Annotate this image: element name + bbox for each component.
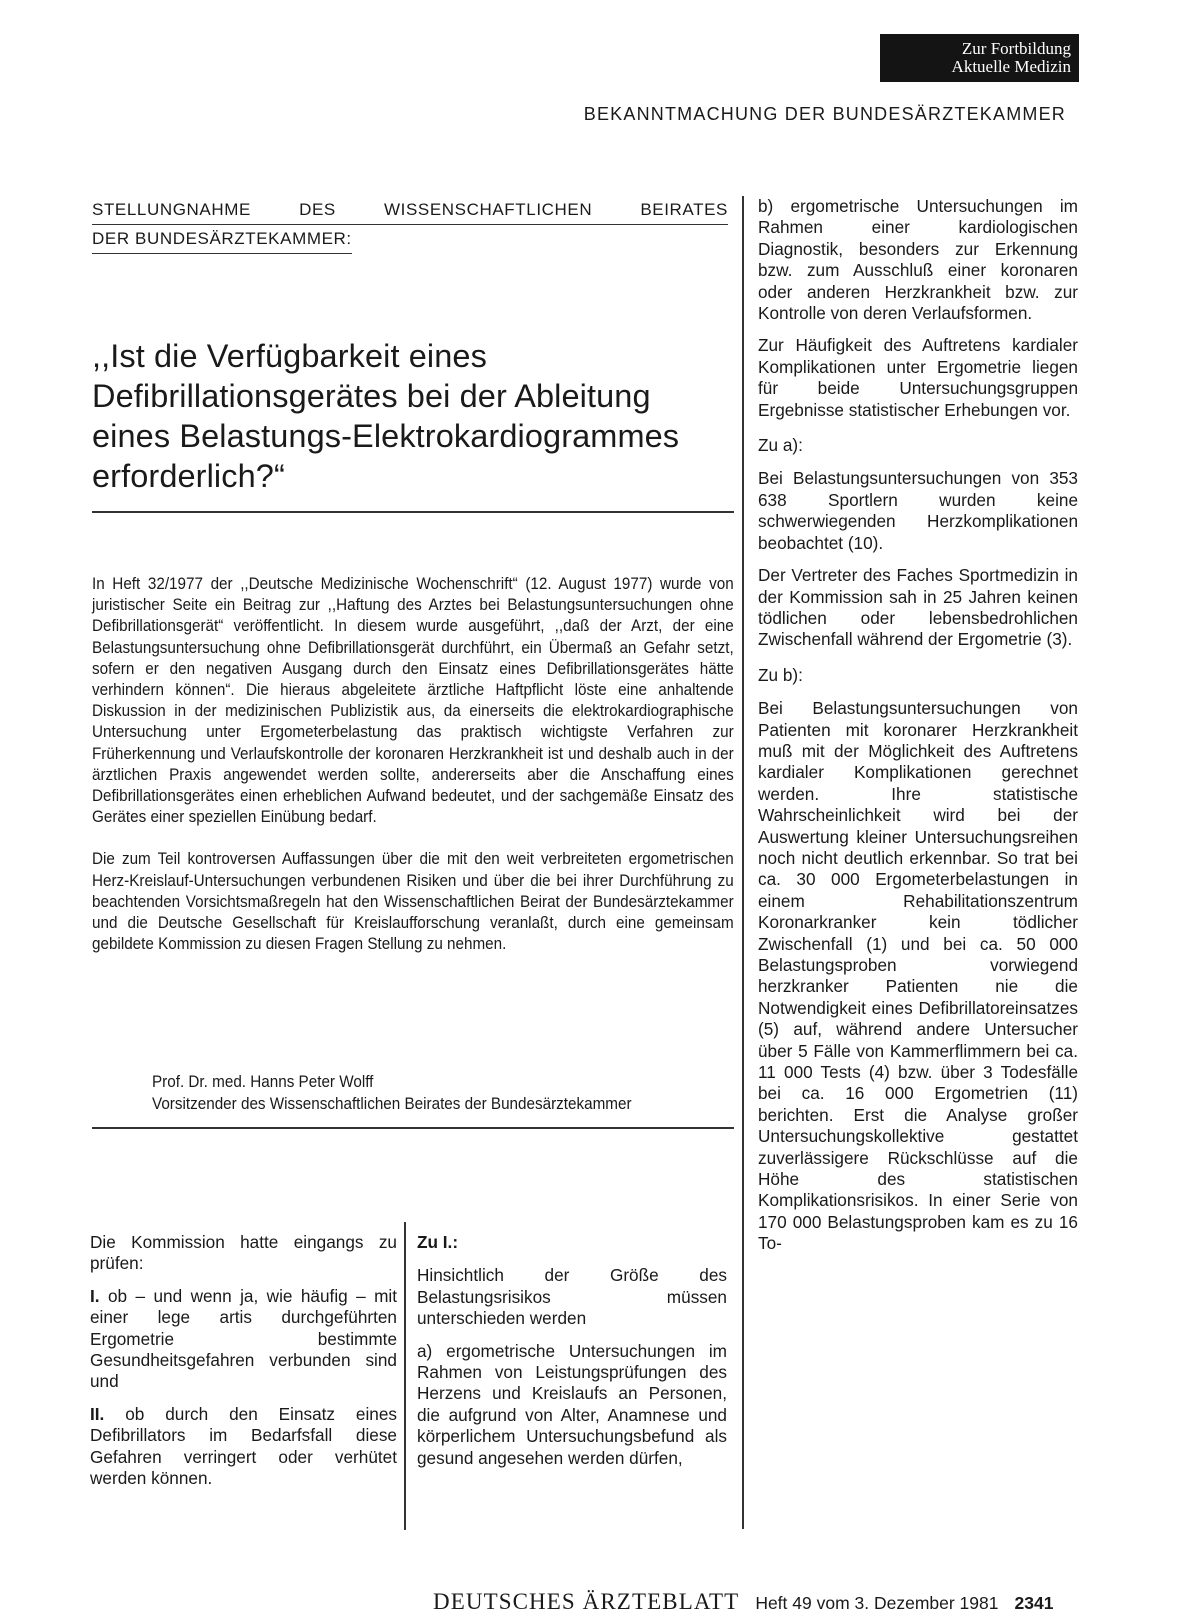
section-badge-line1: Zur Fortbildung xyxy=(961,39,1071,58)
statement-line-1 xyxy=(92,196,728,225)
column-paragraph: Der Vertreter des Faches Sportmedizin in der Kommission sah in 25 Jahren keinen tödlichen oder lebensbedrohlichen Zwischenfall während der Ergometrie (3). xyxy=(758,565,1078,650)
column-right xyxy=(758,196,1078,1266)
column-paragraph: Hinsichtlich der Größe des Belastungsrisikos müssen unterschieden werden xyxy=(417,1265,727,1329)
column-paragraph: a) ergometrische Untersuchungen im Rahmen von Leistungsprüfungen des Herzens und Kreislaufs an Personen, die aufgrund von Alter, Anamnese und körperlichem Untersuchungsbefund als gesund angesehen werden dürfen, xyxy=(417,1340,727,1468)
statement-word: WISSENSCHAFTLICHEN xyxy=(384,200,593,219)
section-heading: Zu a): xyxy=(758,435,803,456)
column-paragraph: Die Kommission hatte eingangs zu prüfen: xyxy=(90,1232,397,1274)
section-badge xyxy=(880,34,1079,82)
signature-role: Vorsitzender des Wissenschaftlichen Beirates der Bundesärztekammer xyxy=(152,1094,632,1113)
column-zu-eins xyxy=(417,1232,727,1480)
title-line: eines Belastungs-Elektrokardiogrammes xyxy=(92,418,680,454)
column-paragraph: b) ergometrische Untersuchungen im Rahmen einer kardiologischen Diagnostik, besonders zur Erkennung bzw. zum Ausschluß einer koronaren oder anderen Herzkrankheit bzw. zur Kontrolle von deren Verlaufsformen. xyxy=(758,196,1078,324)
intro-paragraph: Die zum Teil kontroversen Auffassungen über die mit den weit verbreiteten ergometrischen Herz-Kreislauf-Untersuchungen verbundenen Risiken und über die bei ihrer Durchführung zu beachtenden Vorsichtsmaßregeln hat den Wissenschaftlichen Beirat der Bundesärztekammer und die Deutsche Gesellschaft für Kreislaufforschung veranlaßt, durch eine gemeinsam gebildete Kommission zu diesen Fragen Stellung zu nehmen. xyxy=(92,850,734,954)
question-number: II. xyxy=(90,1403,105,1424)
question-text: ob – und wenn ja, wie häufig – mit einer lege artis durchgeführten Ergometrie bestimmte Gesundheitsgefahren verbunden sind und xyxy=(90,1285,397,1392)
section-heading: Zu I.: xyxy=(417,1232,459,1252)
section-badge-line2: Aktuelle Medizin xyxy=(951,57,1071,76)
intro-text xyxy=(92,574,734,976)
article-title xyxy=(92,336,742,496)
column-rule-middle xyxy=(404,1222,406,1530)
statement-word: DES xyxy=(299,200,336,219)
statement-word: STELLUNGNAHME xyxy=(92,200,251,219)
statement-line-2: DER BUNDESÄRZTEKAMMER: xyxy=(92,225,352,254)
question-two xyxy=(90,1404,397,1490)
title-line: erforderlich?“ xyxy=(92,458,285,494)
lower-divider xyxy=(92,1127,734,1129)
column-paragraph: Bei Belastungsuntersuchungen von Patienten mit koronarer Herzkrankheit muß mit der Möglichkeit des Auftretens kardialer Komplikationen gerechnet werden. Ihre statistische Wahrscheinlichkeit wird bei der Auswertung kleiner Untersuchungsreihen noch nicht deutlich erkennbar. So trat bei ca. 30 000 Ergometerbelastungen in einem Rehabilitationszentrum Koronarkranker kein tödlicher Zwischenfall (1) und bei ca. 50 000 Belastungsproben vorwiegend herzkranker Patienten nie die Notwendigkeit eines Defibrillatoreinsatzes (5) auf, während andere Untersucher über 5 Fälle von Kammerflimmern bei ca. 11 000 Tests (4) bzw. über 3 Todesfälle bei ca. 16 000 Ergometrien (11) berichten. Erst die Analyse großer Untersuchungskollektive gestattet zuverlässigere Rückschlüsse auf die Höhe des statistischen Komplikationsrisikos. In einer Serie von 170 000 Belastungsproben kam es zu 16 To- xyxy=(758,698,1078,1254)
page-footer xyxy=(433,1589,1053,1615)
announcement-kicker: BEKANNTMACHUNG DER BUNDESÄRZTEKAMMER xyxy=(583,104,1066,124)
page-number: 2341 xyxy=(1014,1593,1054,1613)
column-rule-right xyxy=(742,196,744,1529)
title-divider xyxy=(92,511,734,513)
question-text: ob durch den Einsatz eines Defibrillators im Bedarfsfall diese Gefahren verringert oder verhütet werden können. xyxy=(90,1403,397,1489)
issue-info: Heft 49 vom 3. Dezember 1981 xyxy=(755,1593,999,1613)
title-line: Defibrillationsgerätes bei der Ableitung xyxy=(92,378,651,414)
question-number: I. xyxy=(90,1285,100,1306)
column-paragraph: Zur Häufigkeit des Auftretens kardialer Komplikationen unter Ergometrie liegen für beide Untersuchungsgruppen Ergebnisse statistischer Erhebungen vor. xyxy=(758,335,1078,420)
statement-word: BEIRATES xyxy=(640,200,728,219)
question-one xyxy=(90,1286,397,1393)
statement-header xyxy=(92,196,728,254)
title-line: ,,Ist die Verfügbarkeit eines xyxy=(92,338,487,374)
signature xyxy=(152,1072,632,1115)
column-commission-questions xyxy=(90,1232,397,1500)
section-heading: Zu b): xyxy=(758,664,803,685)
signature-name: Prof. Dr. med. Hanns Peter Wolff xyxy=(152,1073,374,1091)
intro-paragraph: In Heft 32/1977 der ,,Deutsche Medizinische Wochenschrift“ (12. August 1977) wurde von juristischer Seite ein Beitrag zur ,,Haftung des Arztes bei Belastungsuntersuchungen ohne Defibrillationsgerät“ veröffentlicht. In diesem wurde ausgeführt, ,,daß der Arzt, der eine Belastungsuntersuchung ohne Defibrillationsgerät durchführt, ein Übermaß an Gefahr setzt, sofern er den negativen Ausgang durch den Einsatz eines Defibrillationsgerätes hätte verhindern können“. Die hieraus abgeleitete ärztliche Haftpflicht löste eine anhaltende Diskussion in der medizinischen Publizistik aus, da einerseits die elektrokardiographische Untersuchung unter Ergometerbelastung das praktisch wichtigste Verfahren zur Früherkennung und Verlaufskontrolle der koronaren Herzkrankheit ist und deshalb auch in der ärztlichen Praxis angewendet werden sollte, andererseits aber die Anschaffung eines Defibrillationsgerätes einen erheblichen Aufwand bedeutet, und der sachgemäße Einsatz des Gerätes einer speziellen Einübung bedarf. xyxy=(92,575,734,827)
journal-name: DEUTSCHES ÄRZTEBLATT xyxy=(433,1589,740,1614)
column-paragraph: Bei Belastungsuntersuchungen von 353 638 Sportlern wurden keine schwerwiegenden Herzkomplikationen beobachtet (10). xyxy=(758,468,1078,553)
